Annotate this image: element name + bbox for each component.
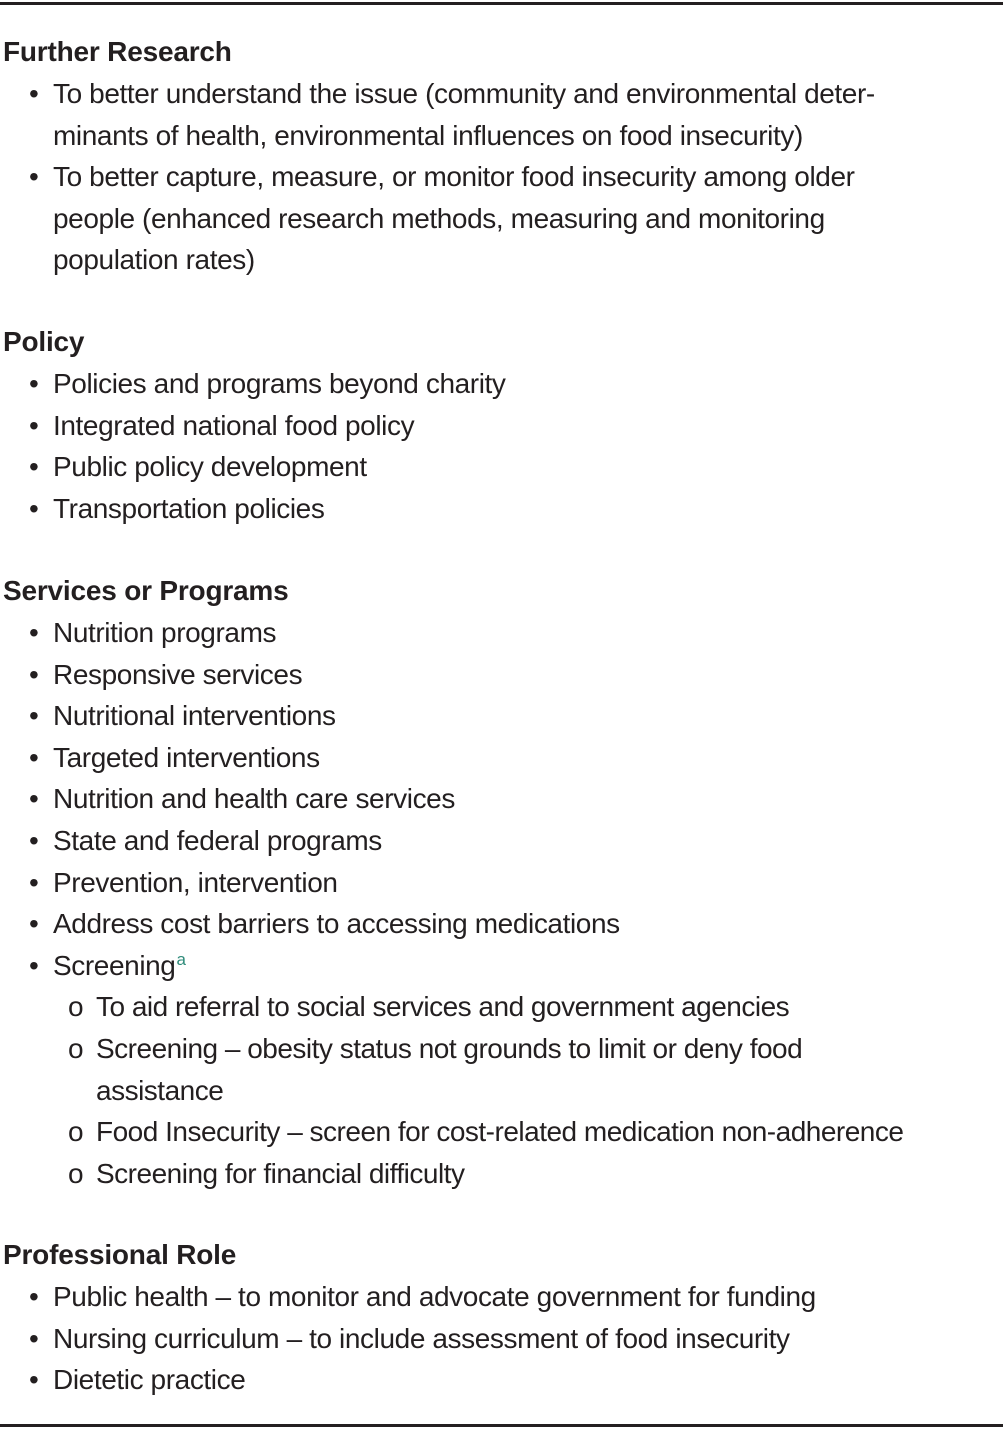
- section-heading: Professional Role: [3, 1239, 237, 1270]
- top-rule: [0, 2, 1003, 5]
- list-item: [0, 73, 1003, 156]
- sub-item-text-line: To aid referral to social services and government agencies: [96, 991, 790, 1023]
- bullet-icon: •: [29, 1322, 39, 1354]
- bullet-icon: •: [29, 409, 39, 441]
- item-text: State and federal programs: [53, 824, 382, 856]
- bullet-icon: •: [29, 949, 39, 981]
- item-text: Screening: [53, 949, 176, 981]
- item-text: Integrated national food policy: [53, 409, 415, 441]
- list-item: [0, 778, 1003, 820]
- sub-item-text-line: assistance: [96, 1074, 224, 1106]
- section-heading: Services or Programs: [3, 575, 289, 606]
- item-text: Public health – to monitor and advocate government for funding: [53, 1281, 816, 1312]
- sub-bullet-list: [0, 986, 1003, 1194]
- list-item: [0, 488, 1003, 530]
- sub-list-item: [0, 1111, 1003, 1153]
- list-item: [0, 1276, 1003, 1318]
- list-item: [0, 695, 1003, 737]
- item-text: Targeted interventions: [53, 741, 320, 773]
- item-text: Nutrition programs: [53, 617, 277, 648]
- list-item-screening: [0, 945, 1003, 987]
- list-item: [0, 903, 1003, 945]
- section-further-research: [0, 31, 1003, 281]
- bullet-icon: •: [29, 866, 39, 898]
- bullet-icon: •: [29, 700, 39, 732]
- bullet-list: [0, 363, 1003, 529]
- bullet-icon: •: [29, 78, 39, 109]
- bullet-icon: •: [29, 368, 39, 399]
- section-professional-role: [0, 1234, 1003, 1401]
- bullet-icon: •: [29, 492, 39, 524]
- section-policy: [0, 321, 1003, 529]
- bullet-icon: •: [29, 1281, 39, 1312]
- list-item: [0, 820, 1003, 862]
- bullet-icon: •: [29, 451, 39, 483]
- sub-item-text-line: Screening – obesity status not grounds to limit or deny food: [96, 1032, 803, 1064]
- list-item: [0, 862, 1003, 904]
- bullet-list: [0, 73, 1003, 281]
- bottom-rule: [0, 1424, 1003, 1427]
- screening-label-line: [53, 945, 1003, 987]
- list-item: [0, 405, 1003, 447]
- item-text: Dietetic practice: [53, 1364, 246, 1396]
- item-text: Address cost barriers to accessing medications: [53, 908, 620, 940]
- list-item: [0, 612, 1003, 654]
- item-text: Policies and programs beyond charity: [53, 368, 506, 399]
- sub-bullet-icon: o: [68, 1032, 84, 1064]
- section-services-or-programs: [0, 570, 1003, 1194]
- sub-item-text-line: Food Insecurity – screen for cost-related medication non-adherence: [96, 1116, 904, 1148]
- bullet-icon: •: [29, 908, 39, 940]
- item-text: Public policy development: [53, 451, 367, 483]
- bullet-icon: •: [29, 617, 39, 648]
- item-text: Nutritional interventions: [53, 700, 336, 732]
- list-item: [0, 156, 1003, 281]
- item-text: Nutrition and health care services: [53, 783, 455, 815]
- list-item: [0, 737, 1003, 779]
- sub-list-item: [0, 1028, 1003, 1111]
- list-item: [0, 654, 1003, 696]
- item-text-line: population rates): [53, 244, 255, 276]
- bullet-list: [0, 612, 1003, 986]
- item-text-line: To better understand the issue (community and environmental deter-: [53, 78, 875, 109]
- item-text: Prevention, intervention: [53, 866, 338, 898]
- bullet-list: [0, 1276, 1003, 1401]
- sub-bullet-icon: o: [68, 991, 84, 1023]
- bullet-icon: •: [29, 783, 39, 815]
- item-text: Transportation policies: [53, 492, 325, 524]
- item-text: Responsive services: [53, 658, 303, 690]
- bullet-icon: •: [29, 161, 39, 193]
- item-text: Nursing curriculum – to include assessment of food insecurity: [53, 1322, 790, 1354]
- bullet-icon: •: [29, 658, 39, 690]
- bullet-icon: •: [29, 824, 39, 856]
- list-item: [0, 1359, 1003, 1401]
- section-heading: Further Research: [3, 36, 232, 67]
- bullet-icon: •: [29, 1364, 39, 1396]
- item-text-line: minants of health, environmental influences on food insecurity): [53, 119, 803, 151]
- list-item: [0, 446, 1003, 488]
- item-text-line: people (enhanced research methods, measuring and monitoring: [53, 202, 825, 234]
- footnote-marker: a: [176, 949, 186, 969]
- sub-bullet-icon: o: [68, 1157, 84, 1189]
- sub-list-item: [0, 1153, 1003, 1195]
- section-heading: Policy: [3, 326, 85, 357]
- list-item: [0, 1318, 1003, 1360]
- sub-list-item: [0, 986, 1003, 1028]
- sub-bullet-icon: o: [68, 1116, 84, 1148]
- bullet-icon: •: [29, 741, 39, 773]
- sub-item-text-line: Screening for financial difficulty: [96, 1157, 465, 1189]
- item-text-line: To better capture, measure, or monitor food insecurity among older: [53, 161, 855, 193]
- list-item: [0, 363, 1003, 405]
